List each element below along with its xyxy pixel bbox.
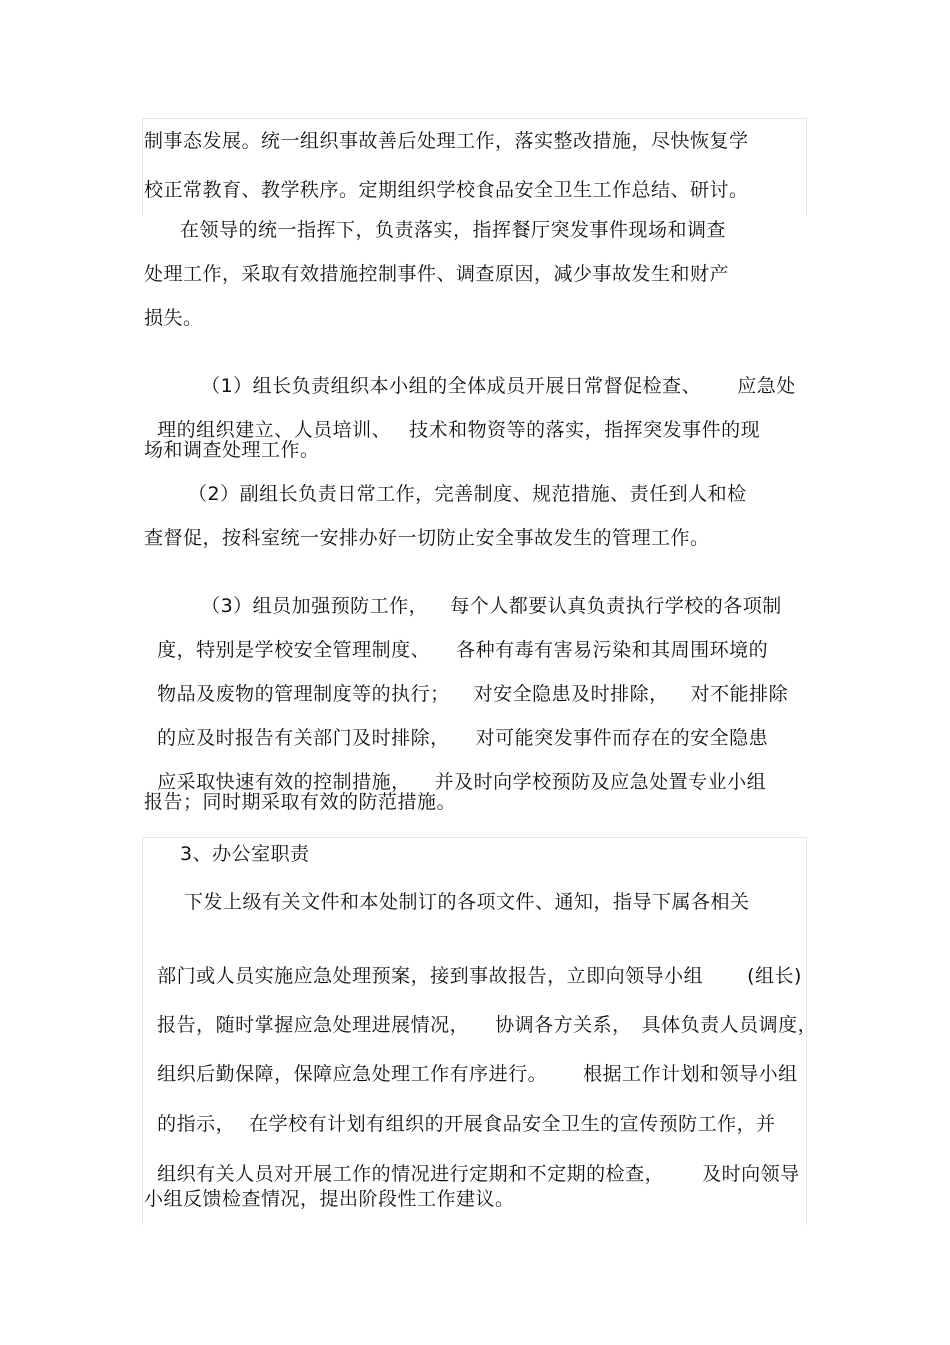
paragraph-line: 校正常教育、教学秩序。定期组织学校食品安全卫生工作总结、研讨。 <box>144 179 749 201</box>
text-segment: 并及时向学校预防及应急处置专业小组 <box>434 771 767 793</box>
item1-line: 场和调查处理工作。 <box>144 439 320 461</box>
text-segment: 的应及时报告有关部门及时排除， <box>157 727 450 749</box>
text-segment: 应急处 <box>737 375 796 397</box>
section3-line <box>144 1138 800 1186</box>
text-segment: 技术和物资等的落实，指挥突发事件的现 <box>409 419 761 441</box>
paragraph-line: 处理工作，采取有效措施控制事件、调查原因，减少事故发生和财产 <box>144 263 730 285</box>
item3-line <box>188 570 782 618</box>
text-segment: 报告，随时掌握应急处理进展情况， <box>157 1014 470 1036</box>
section-heading: 3、办公室职责 <box>180 843 310 865</box>
text-segment: 物品及废物的管理制度等的执行； <box>157 683 450 705</box>
text-segment: 组织后勤保障，保障应急处理工作有序进行。 <box>157 1063 548 1085</box>
item2-line: 查督促，按科室统一安排办好一切防止安全事故发生的管理工作。 <box>144 527 710 549</box>
text-segment: 组织有关人员对开展工作的情况进行定期和不定期的检查， <box>157 1163 665 1185</box>
text-segment: 协调各方关系， <box>495 1014 632 1036</box>
text-segment: 根据工作计划和领导小组 <box>583 1063 798 1085</box>
section3-line <box>144 1088 776 1136</box>
section3-line <box>144 940 802 988</box>
paragraph-line: 损失。 <box>144 307 203 329</box>
text-segment: 部门或人员实施应急处理预案，接到事故报告，立即向领导小组 <box>157 965 704 987</box>
item3-line <box>144 702 768 750</box>
section3-line <box>144 989 817 1037</box>
text-segment: (组长) <box>747 965 802 987</box>
text-segment: 对可能突发事件而存在的安全隐患 <box>475 727 769 749</box>
text-segment: 具体负责人员调度， <box>641 1014 818 1036</box>
text-segment: （3）组员加强预防工作， <box>201 595 429 617</box>
item3-line <box>144 658 788 706</box>
text-segment: 度，特别是学校安全管理制度、 <box>157 639 431 661</box>
text-segment: 对安全隐患及时排除， <box>473 683 669 705</box>
item2-line: （2）副组长负责日常工作，完善制度、规范措施、责任到人和检 <box>188 483 747 505</box>
text-segment: （1）组长负责组织本小组的全体成员开展日常督促检查、 <box>201 375 702 397</box>
item3-line <box>144 614 768 662</box>
section3-line <box>144 1038 798 1086</box>
section3-line: 下发上级有关文件和本处制订的各项文件、通知，指导下属各相关 <box>184 891 750 913</box>
text-segment: 各种有毒有害易污染和其周围环境的 <box>456 639 769 661</box>
text-segment: 理的组织建立、人员培训、 <box>157 419 392 441</box>
text-segment: 对不能排除 <box>690 683 789 705</box>
paragraph-line: 在领导的统一指挥下，负责落实，指挥餐厅突发事件现场和调查 <box>180 219 727 241</box>
paragraph-line: 制事态发展。统一组织事故善后处理工作，落实整改措施，尽快恢复学 <box>144 130 749 152</box>
section3-line: 小组反馈检查情况，提出阶段性工作建议。 <box>144 1188 515 1210</box>
text-segment: 及时向领导 <box>702 1163 800 1185</box>
item1-line <box>144 394 760 442</box>
text-segment: 在学校有计划有组织的开展食品安全卫生的宣传预防工作，并 <box>249 1113 776 1135</box>
text-segment: 每个人都要认真负责执行学校的各项制 <box>450 595 782 617</box>
text-segment: 应采取快速有效的控制措施， <box>157 771 411 793</box>
text-segment: 的指示， <box>157 1113 236 1135</box>
item3-line: 报告；同时期采取有效的防范措施。 <box>144 791 457 813</box>
item1-line <box>188 350 796 398</box>
item3-line <box>144 746 766 794</box>
